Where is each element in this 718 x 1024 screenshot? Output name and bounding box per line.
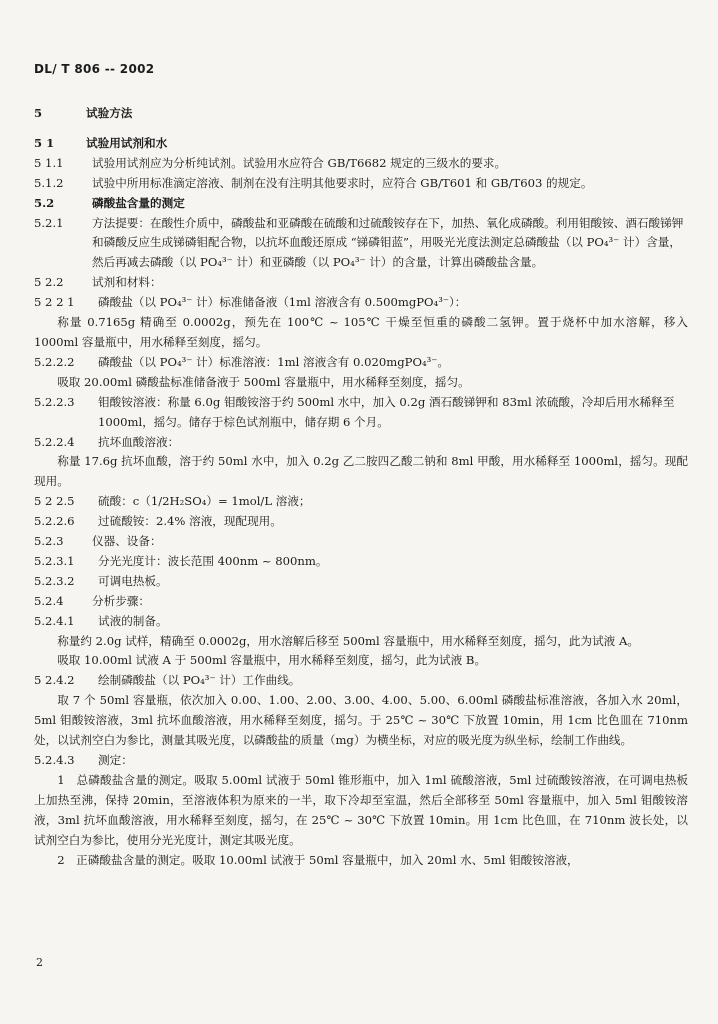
clause-5-1-2 xyxy=(34,174,688,194)
clause-5-2-2 xyxy=(34,273,688,293)
section-number: 5.1.2 xyxy=(34,175,64,190)
heading-5-1 xyxy=(34,134,688,154)
clause-5-2-2-1 xyxy=(34,293,688,313)
clause-text: 分光光度计：波长范围 400nm ~ 800nm。 xyxy=(98,553,328,568)
clause-5-2-2-2-text: 吸取 20.00ml 磷酸盐标准储备液于 500ml 容量瓶中，用水稀释至刻度，摇匀。 xyxy=(57,374,470,389)
section-number: 5.2.2.4 xyxy=(34,434,75,449)
clause-5-2-3 xyxy=(34,532,688,552)
section-number: 5 1 xyxy=(34,135,55,150)
clause-text: 钼酸铵溶液：称量 6.0g 钼酸铵溶于约 500ml 水中，加入 0.2g 酒石酸锑钾和 83ml 浓硫酸，冷却后用水稀释至 1000ml，摇匀。储存于棕色试剂瓶中，储存期 6 个月。 xyxy=(98,394,675,429)
section-number: 5 2 2 1 xyxy=(34,295,75,310)
clause-5-2-3-2 xyxy=(34,572,688,592)
page-number: 2 xyxy=(36,956,43,969)
clause-5-1-1 xyxy=(34,154,688,174)
clause-5-2-4-2-text: 取 7 个 50ml 容量瓶，依次加入 0.00、1.00、2.00、3.00、4.00、5.00、6.00ml 磷酸盐标准溶液，各加入水 20ml，5ml 钼酸铵溶液，3ml 抗坏血酸溶液，用水稀释至刻度，摇匀。于 25℃ ~ 30℃ 下放置 10min，用 1cm 比色皿在 710nm 处，以试剂空白为参比，测量其吸光度，以磷酸盐的质量（mg）为横坐标，对应的吸光度为纵坐标，绘制工作曲线。 xyxy=(34,693,688,748)
clause-5-2-2-1-text: 称量 0.7165g 精确至 0.0002g，预先在 100℃ ~ 105℃ 干燥至恒重的磷酸二氢钾。置于烧杯中加水溶解，移入 1000ml 容量瓶中，用水稀释至刻度，摇匀。 xyxy=(34,315,688,349)
clause-5-2-1 xyxy=(34,214,688,274)
clause-5-2-4-3-text-1: 1 总磷酸盐含量的测定。吸取 5.00ml 试液于 50ml 锥形瓶中，加入 1ml 硫酸溶液，5ml 过硫酸铵溶液，在可调电热板上加热至沸，保持 20min，至溶液体积为原来的一半，取下冷却至室温，然后全部移至 50ml 容量瓶中，加入 5ml 钼酸铵溶液，3ml 抗坏血酸溶液，用水稀释至刻度，摇匀，在 25℃ ~ 30℃ 下放置 10min。用 1cm 比色皿，在 710nm 波长处，以试剂空白为参比，使用分光光度计，测定其吸光度。 xyxy=(34,772,688,847)
clause-title: 测定： xyxy=(98,753,133,767)
section-number: 5.2 xyxy=(34,195,55,210)
clause-text: 试验用试剂应为分析纯试剂。试验用水应符合 GB/T6682 规定的三级水的要求。 xyxy=(92,155,507,170)
clause-5-2-4-3 xyxy=(34,751,688,771)
clause-text: 仪器、设备： xyxy=(92,534,162,549)
clause-5-2-2-4-text: 称量 17.6g 抗坏血酸，溶于约 50ml 水中，加入 0.2g 乙二胺四乙酸二钠和 8ml 甲酸，用水稀释至 1000ml，摇匀。现配现用。 xyxy=(34,454,688,489)
section-number: 5 1.1 xyxy=(34,155,64,170)
clause-5-2-2-5 xyxy=(34,492,688,512)
clause-5-2-4-1-text-2: 吸取 10.00ml 试液 A 于 500ml 容量瓶中，用水稀释至刻度，摇匀，此为试液 B。 xyxy=(57,653,487,668)
heading-5-2 xyxy=(34,194,688,214)
section-number: 5.2.4.1 xyxy=(34,613,75,628)
section-number: 5.2.3.2 xyxy=(34,573,75,588)
clause-5-2-2-6 xyxy=(34,512,688,532)
clause-text: 可调电热板。 xyxy=(98,573,168,588)
clause-text: 方法提要：在酸性介质中，磷酸盐和亚磷酸在硫酸和过硫酸铵存在下，加热、氧化成磷酸。利用钼酸铵、酒石酸锑钾和磷酸反应生成锑磷钼配合物，以抗坏血酸还原成 “锑磷钼蓝”，用吸光光度法测定总磷酸盐（以 PO₄³⁻ 计）含量，然后再减去磷酸（以 PO₄³⁻ 计）和亚磷酸（以 PO₄³⁻ 计）的含量，计算出磷酸盐含量。 xyxy=(92,215,684,270)
section-number: 5 xyxy=(34,106,43,120)
clause-title: 绘制磷酸盐（以 PO₄³⁻ 计）工作曲线。 xyxy=(98,673,301,688)
clause-5-2-4-1 xyxy=(34,612,688,632)
section-number: 5.2.4.3 xyxy=(34,753,75,767)
clause-text: 分析步骤： xyxy=(92,593,150,608)
section-number: 5.2.3 xyxy=(34,534,64,549)
section-title: 试验用试剂和水 xyxy=(86,135,168,150)
clause-text: 试验中所用标准滴定溶液、制剂在没有注明其他要求时，应符合 GB/T601 和 GB/T603 的规定。 xyxy=(92,175,593,190)
clause-title: 试剂和材料： xyxy=(92,275,162,290)
clause-5-2-4-1-text-1: 称量约 2.0g 试样，精确至 0.0002g，用水溶解后移至 500ml 容量瓶中，用水稀释至刻度，摇匀，此为试液 A。 xyxy=(57,633,639,648)
section-number: 5.2.2.3 xyxy=(34,394,75,409)
section-number: 5 2.4.2 xyxy=(34,673,75,688)
clause-title: 磷酸盐（以 PO₄³⁻ 计）标准溶液：1ml 溶液含有 0.020mgPO₄³⁻。 xyxy=(98,354,449,369)
clause-text: 过硫酸铵：2.4% 溶液，现配现用。 xyxy=(98,514,282,529)
clause-title: 抗坏血酸溶液： xyxy=(98,434,180,449)
document-body xyxy=(34,104,688,870)
clause-text: 硫酸：c（1/2H₂SO₄）= 1mol/L 溶液； xyxy=(98,494,311,509)
clause-5-2-4-2 xyxy=(34,671,688,691)
document-code: DL/ T 806 -- 2002 xyxy=(34,62,155,76)
clause-5-2-3-1 xyxy=(34,552,688,572)
section-number: 5.2.1 xyxy=(34,215,64,230)
heading-5 xyxy=(34,104,688,124)
clause-title: 磷酸盐（以 PO₄³⁻ 计）标准储备液（1ml 溶液含有 0.500mgPO₄³⁻）： xyxy=(98,295,467,310)
section-number: 5 2 2.5 xyxy=(34,494,75,509)
section-title: 磷酸盐含量的测定 xyxy=(92,195,185,210)
clause-5-2-4-3-text-2: 2 正磷酸盐含量的测定。吸取 10.00ml 试液于 50ml 容量瓶中，加入 20ml 水、5ml 钼酸铵溶液， xyxy=(57,852,579,867)
clause-title: 试液的制备。 xyxy=(98,613,168,628)
section-number: 5 2.2 xyxy=(34,275,64,290)
clause-5-2-2-4 xyxy=(34,433,688,453)
section-title: 试验方法 xyxy=(86,106,133,120)
clause-5-2-4 xyxy=(34,592,688,612)
section-number: 5.2.4 xyxy=(34,593,64,608)
section-number: 5.2.2.2 xyxy=(34,354,75,369)
section-number: 5.2.3.1 xyxy=(34,553,75,568)
clause-5-2-2-3 xyxy=(34,393,688,433)
section-number: 5.2.2.6 xyxy=(34,514,75,529)
clause-5-2-2-2 xyxy=(34,353,688,373)
